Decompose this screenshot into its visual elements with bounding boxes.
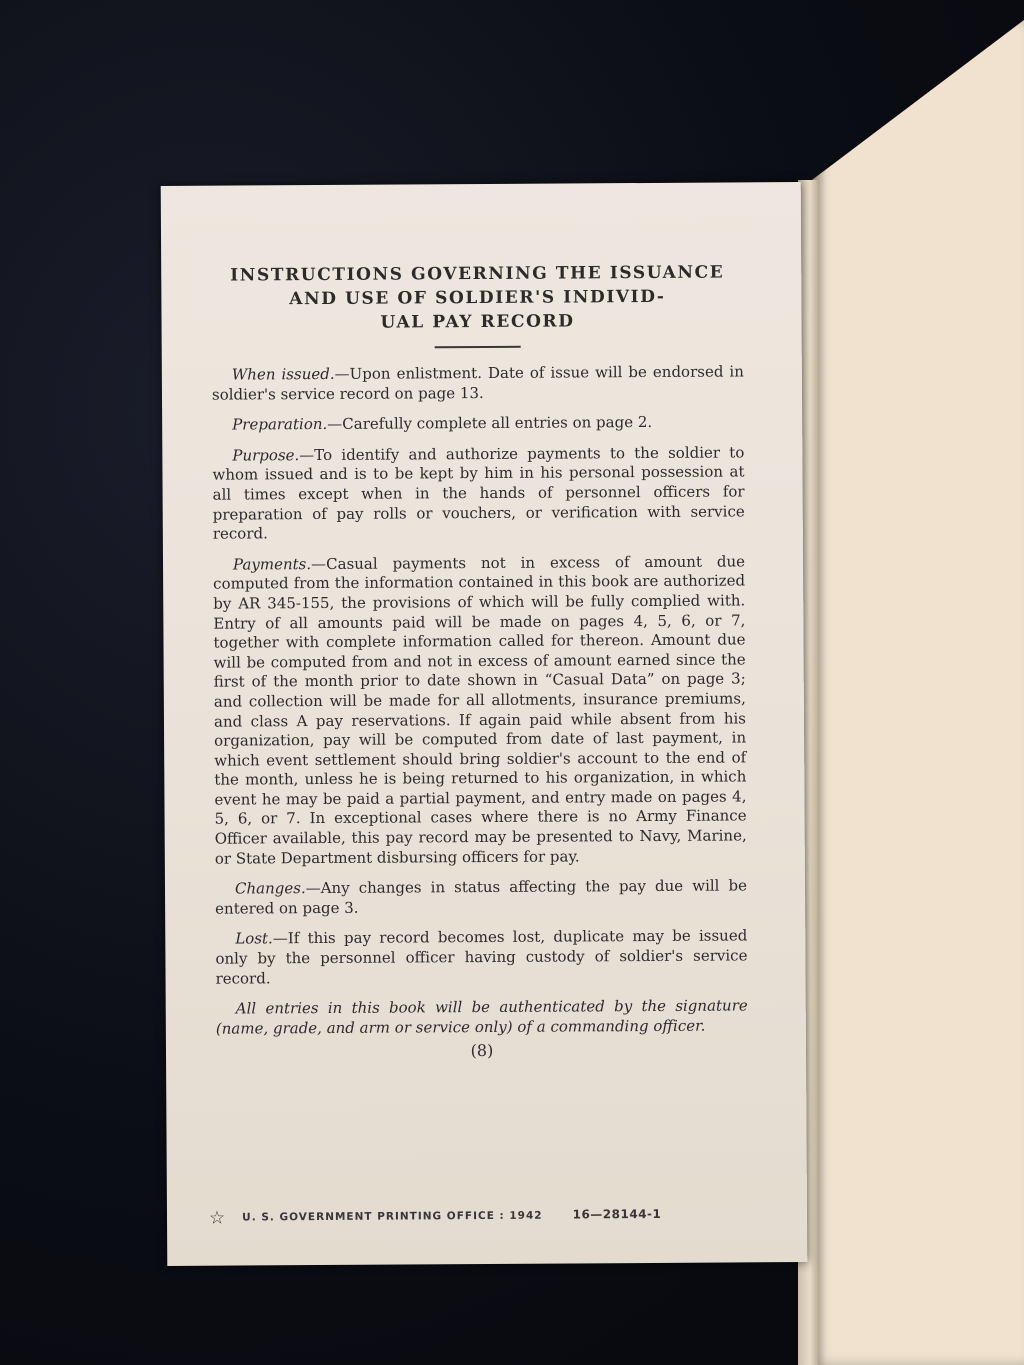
booklet-back-cover	[812, 20, 1024, 1365]
star-icon: ☆	[208, 1207, 227, 1229]
title-divider	[435, 346, 521, 349]
section-heading: Purpose.	[232, 445, 300, 465]
section-text: —Carefully complete all entries on page 2.	[327, 413, 653, 434]
booklet-page	[161, 182, 808, 1266]
title-line-2: AND USE OF SOLDIER'S INDIVID-	[289, 286, 666, 310]
section-preparation	[212, 413, 744, 436]
form-code: 16—28144-1	[572, 1206, 662, 1222]
section-text: —Upon enlistment. Date of issue will be endorsed in soldier's service record on page 13.	[211, 362, 744, 404]
title-line-1: INSTRUCTIONS GOVERNING THE ISSUANCE	[230, 262, 725, 286]
section-heading: Changes.	[234, 879, 306, 898]
printer-imprint	[209, 1204, 769, 1228]
title-line-3: UAL PAY RECORD	[380, 311, 575, 333]
section-purpose	[212, 443, 745, 544]
section-text: —To identify and authorize payments to the soldier to whom issued and is to be kept by him in his personal possession at all times except when in the hands of personnel officers for preparation of pay rolls or vouchers, or verification with service record.	[212, 443, 745, 543]
section-heading: Payments.	[232, 554, 312, 574]
page-title	[211, 260, 743, 335]
section-payments	[213, 552, 747, 869]
section-text: —Any changes in status affecting the pay due will be entered on page 3.	[215, 876, 748, 918]
section-heading: Preparation.	[232, 415, 328, 434]
section-heading: When issued.	[231, 364, 335, 384]
section-changes	[215, 877, 747, 919]
section-heading: Lost.	[235, 929, 273, 948]
authentication-note: All entries in this book will be authenticated by the signature (name, grade, and arm or service only) of a commanding officer.	[215, 996, 748, 1038]
section-when-issued	[212, 362, 744, 404]
section-text: —Casual payments not in excess of amount due computed from the information contained in this book are authorized by AR 345-155, the provisions of which will be fully complied with. Entry of all amounts paid will be made on pages 4, 5, 6, or 7, together with complete information called for thereon. Amount due will be computed from and not in excess of amount earned since the first of the month prior to date shown in “Casual Data” on page 3; and collection will be made for all allotments, insurance premiums, and class A pay reservations. If again paid while absent from his organization, pay will be computed from date of last payment, in which event settlement should bring soldier's account to the end of the month, unless he is being returned to his organization, in which event he may be paid a partial payment, and entry made on pages 4, 5, 6, or 7. In exceptional cases where there is no Army Finance Officer available, this pay record may be presented to Navy, Marine, or State Department disbursing officers for pay.	[213, 552, 747, 868]
printer-name: U. S. GOVERNMENT PRINTING OFFICE : 1942	[242, 1209, 543, 1224]
section-lost	[215, 927, 747, 989]
page-number: (8)	[470, 1041, 494, 1061]
page-content	[211, 260, 748, 1062]
section-text: —If this pay record becomes lost, duplicate may be issued only by the personnel officer having custody of soldier's service record.	[215, 926, 748, 988]
